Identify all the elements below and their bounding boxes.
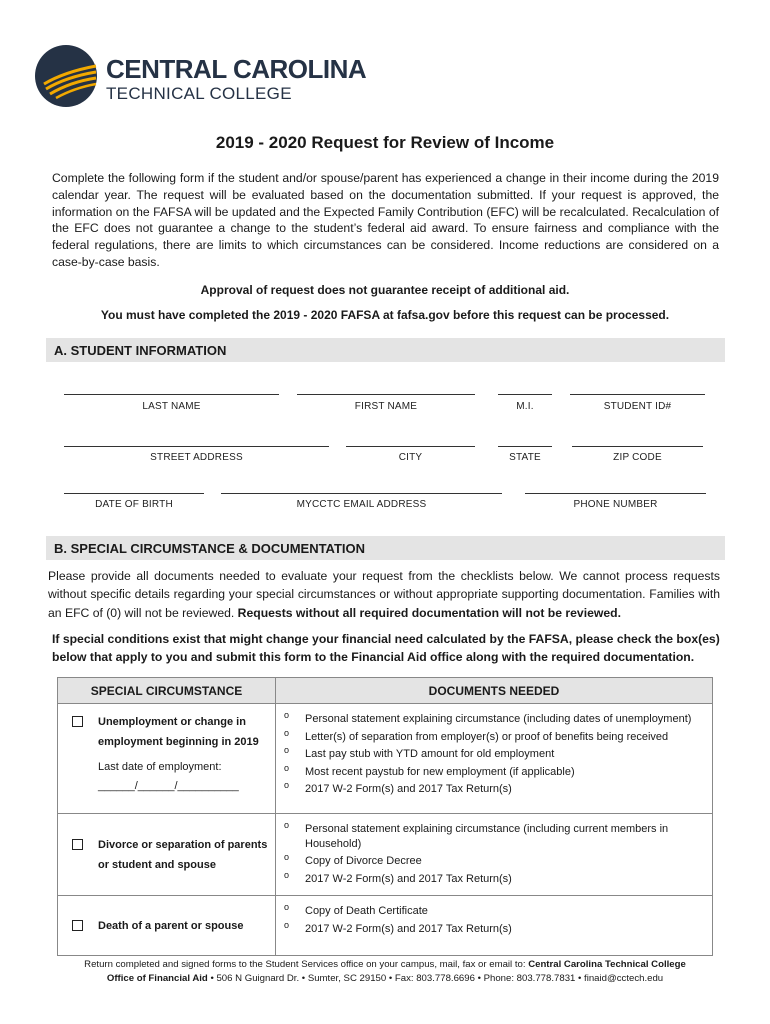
documents-cell bbox=[276, 814, 713, 896]
city-field[interactable] bbox=[346, 446, 475, 447]
footer bbox=[0, 958, 770, 986]
logo-name-line1: CENTRAL CAROLINA bbox=[106, 54, 367, 84]
street-address-label: STREET ADDRESS bbox=[150, 452, 243, 463]
street-address-field[interactable] bbox=[64, 446, 329, 447]
circumstance-label: or student and spouse bbox=[98, 858, 216, 871]
section-b-text: Please provide all documents needed to evaluate your request from the checklists below. We cannot process requests without specific details regarding your special circumstances or without appropriate supporting documentation. Families with an EFC of (0) will not be reviewed. bbox=[48, 569, 720, 620]
state-field[interactable] bbox=[498, 446, 552, 447]
circumstance-label: Unemployment or change in bbox=[98, 716, 246, 728]
email-label: MYCCTC EMAIL ADDRESS bbox=[296, 499, 427, 510]
death-checkbox[interactable] bbox=[72, 920, 83, 931]
first-name-field[interactable] bbox=[297, 394, 475, 395]
form-title: 2019 - 2020 Request for Review of Income bbox=[215, 133, 555, 152]
list-item: o Last pay stub with YTD amount for old employment bbox=[284, 745, 555, 760]
col-header-documents: DOCUMENTS NEEDED bbox=[276, 678, 713, 704]
last-date-label: Last date of employment: bbox=[98, 761, 222, 773]
list-item: o Copy of Divorce Decree bbox=[284, 852, 422, 867]
date-of-birth-field[interactable] bbox=[64, 493, 204, 494]
footer-line1: Return completed and signed forms to the Student Services office on your campus, mail, fax or email to: Central Carolina Technical College bbox=[84, 959, 686, 970]
phone-number-field[interactable] bbox=[525, 493, 706, 494]
student-id-field[interactable] bbox=[570, 394, 705, 395]
list-item: o Personal statement explaining circumstance (including current members in Household) bbox=[284, 820, 669, 850]
last-name-field[interactable] bbox=[64, 394, 279, 395]
approval-notice: Approval of request does not guarantee receipt of additional aid. bbox=[200, 283, 570, 297]
documents-cell bbox=[276, 704, 713, 814]
mi-field[interactable] bbox=[498, 394, 552, 395]
student-id-label: STUDENT ID# bbox=[603, 401, 672, 412]
documents-cell bbox=[276, 896, 713, 956]
list-item: o Letter(s) of separation from employer(s) or proof of benefits being received bbox=[284, 727, 669, 743]
section-a-header: A. STUDENT INFORMATION bbox=[46, 338, 725, 362]
divorce-checkbox[interactable] bbox=[72, 839, 83, 850]
college-logo-mark-icon bbox=[34, 44, 98, 108]
circumstance-cell bbox=[58, 814, 276, 896]
phone-number-label: PHONE NUMBER bbox=[573, 499, 658, 510]
fafsa-notice: You must have completed the 2019 - 2020 FAFSA at fafsa.gov before this request can be processed. bbox=[100, 308, 670, 322]
circumstance-label: Divorce or separation of parents bbox=[98, 838, 268, 851]
table-row bbox=[58, 896, 713, 956]
list-item: o 2017 W-2 Form(s) and 2017 Tax Return(s) bbox=[284, 869, 512, 885]
section-b-warning: Requests without all required documentation will not be reviewed. bbox=[237, 605, 621, 620]
list-item: o 2017 W-2 Form(s) and 2017 Tax Return(s) bbox=[284, 780, 512, 795]
date-of-birth-label: DATE OF BIRTH bbox=[95, 499, 173, 510]
list-item: o Most recent paystub for new employment (if applicable) bbox=[284, 762, 575, 778]
college-logo bbox=[34, 44, 367, 114]
zip-code-label: ZIP CODE bbox=[613, 452, 662, 463]
circumstance-cell bbox=[58, 896, 276, 956]
circumstance-label: Death of a parent or spouse bbox=[98, 919, 244, 932]
footer-line2: Office of Financial Aid • 506 N Guignard Dr. • Sumter, SC 29150 • Fax: 803.778.6696 • Phone: 803.778.7831 • finaid@cctech.edu bbox=[106, 973, 664, 984]
mi-label: M.I. bbox=[516, 401, 534, 412]
list-item: o Personal statement explaining circumstance (including dates of unemployment) bbox=[284, 710, 692, 725]
logo-name-line2: TECHNICAL COLLEGE bbox=[106, 84, 292, 103]
state-label: STATE bbox=[509, 452, 541, 463]
list-item: o Copy of Death Certificate bbox=[284, 902, 428, 917]
table-row bbox=[58, 814, 713, 896]
city-label: CITY bbox=[398, 452, 423, 463]
col-header-circumstance: SPECIAL CIRCUMSTANCE bbox=[58, 678, 276, 704]
last-name-label: LAST NAME bbox=[142, 401, 201, 412]
intro-paragraph: Complete the following form if the student and/or spouse/parent has experienced a change in their income during the 2019 calendar year. The request will be evaluated based on the documentation submitted. If your request is approved, the information on the FAFSA will be updated and the Expected Family Contribution (EFC) will be recalculated. Recalculation of the EFC does not guarantee a change to the student’s federal aid award. To ensure fairness and compliance with the federal regulations, there are limits to which circumstances can be considered. Income reductions are considered on a case-by-case basis. bbox=[52, 171, 719, 269]
circumstance-label: employment beginning in 2019 bbox=[98, 736, 259, 748]
section-b-instruction: If special conditions exist that might change your financial need calculated by the FAFSA, please check the box(es) below that apply to you and submit this form to the Financial Aid office along with the required documentation. bbox=[52, 632, 720, 665]
table-row bbox=[58, 704, 713, 814]
email-field[interactable] bbox=[221, 493, 502, 494]
list-item: o 2017 W-2 Form(s) and 2017 Tax Return(s) bbox=[284, 919, 512, 935]
circumstance-cell bbox=[58, 704, 276, 814]
unemployment-checkbox[interactable] bbox=[72, 716, 83, 727]
first-name-label: FIRST NAME bbox=[354, 401, 418, 412]
circumstance-table bbox=[57, 677, 713, 956]
section-b-paragraph bbox=[48, 567, 720, 622]
last-date-field[interactable]: ______/______/__________ bbox=[98, 780, 239, 792]
zip-code-field[interactable] bbox=[572, 446, 703, 447]
section-b-header: B. SPECIAL CIRCUMSTANCE & DOCUMENTATION bbox=[46, 536, 725, 560]
